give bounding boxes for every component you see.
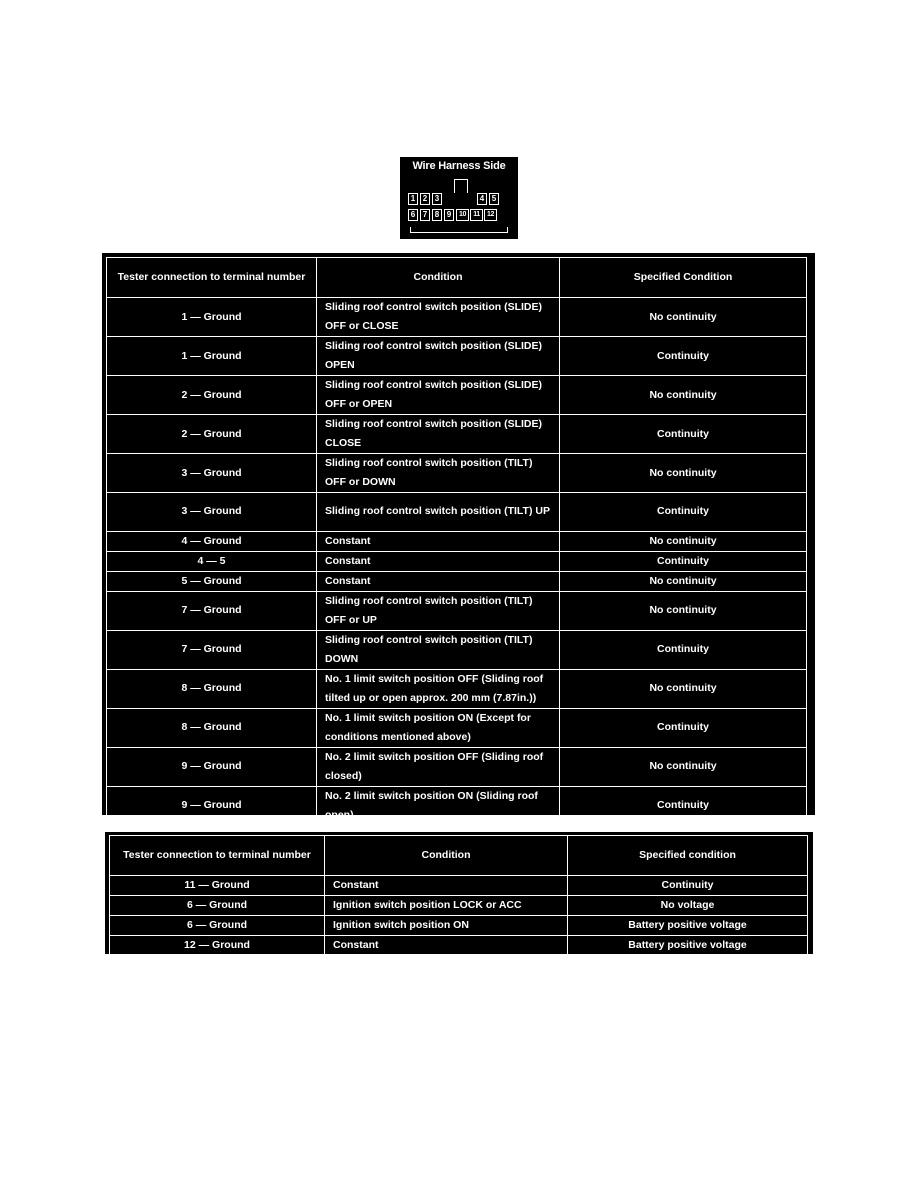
table-row (110, 936, 808, 956)
connector-pin: 8 (432, 209, 442, 221)
table-row (107, 591, 807, 630)
specified-cell: Continuity (560, 708, 807, 747)
specified-cell: No continuity (560, 591, 807, 630)
terminal-cell: 11 — Ground (110, 876, 325, 896)
table-row (107, 415, 807, 454)
condition-cell: Sliding roof control switch position (SLIDE) OFF or OPEN (317, 376, 560, 415)
connector-diagram (400, 157, 518, 239)
connector-pin: 12 (484, 209, 497, 221)
table-row (107, 531, 807, 551)
connector-pin: 6 (408, 209, 418, 221)
table-row (107, 337, 807, 376)
condition-cell: Constant (317, 531, 560, 551)
specified-cell: No continuity (560, 531, 807, 551)
connector-pin: 2 (420, 193, 430, 205)
specified-cell: Continuity (560, 551, 807, 571)
specified-cell: Continuity (560, 786, 807, 825)
voltage-table (109, 835, 808, 956)
condition-cell: Sliding roof control switch position (SLIDE) CLOSE (317, 415, 560, 454)
condition-cell: Ignition switch position LOCK or ACC (325, 896, 568, 916)
condition-cell: No. 1 limit switch position ON (Except for conditions mentioned above) (317, 708, 560, 747)
terminal-cell: 6 — Ground (110, 896, 325, 916)
terminal-cell: 3 — Ground (107, 493, 317, 532)
terminal-cell: 4 — 5 (107, 551, 317, 571)
specified-cell: Continuity (560, 415, 807, 454)
table-row (107, 298, 807, 337)
specified-cell: Continuity (560, 337, 807, 376)
terminal-cell: 7 — Ground (107, 630, 317, 669)
terminal-cell: 8 — Ground (107, 669, 317, 708)
col-header-condition: Condition (317, 258, 560, 298)
condition-cell: Sliding roof control switch position (SLIDE) OPEN (317, 337, 560, 376)
connector-pin: 5 (489, 193, 499, 205)
connector-lock-key (454, 179, 468, 193)
table-row (107, 454, 807, 493)
specified-cell: Battery positive voltage (568, 916, 808, 936)
terminal-cell: 8 — Ground (107, 708, 317, 747)
terminal-cell: 7 — Ground (107, 591, 317, 630)
table-row (107, 786, 807, 825)
condition-cell: Sliding roof control switch position (SLIDE) OFF or CLOSE (317, 298, 560, 337)
specified-cell: Continuity (560, 630, 807, 669)
col-header-condition: Condition (325, 836, 568, 876)
terminal-cell: 2 — Ground (107, 376, 317, 415)
specified-cell: Continuity (568, 876, 808, 896)
table-row (107, 669, 807, 708)
connector-pin: 11 (470, 209, 483, 221)
condition-cell: Constant (325, 936, 568, 956)
specified-cell: No continuity (560, 376, 807, 415)
terminal-cell: 3 — Ground (107, 454, 317, 493)
table-row (110, 916, 808, 936)
condition-cell: Sliding roof control switch position (TILT) OFF or UP (317, 591, 560, 630)
col-header-specified: Specified condition (568, 836, 808, 876)
condition-cell: No. 1 limit switch position OFF (Sliding roof tilted up or open approx. 200 mm (7.87in.)) (317, 669, 560, 708)
condition-cell: Constant (325, 876, 568, 896)
connector-pin: 9 (444, 209, 454, 221)
specified-cell: No continuity (560, 298, 807, 337)
specified-cell: No voltage (568, 896, 808, 916)
terminal-cell: 1 — Ground (107, 337, 317, 376)
condition-cell: No. 2 limit switch position ON (Sliding roof open) (317, 786, 560, 825)
table-row (107, 551, 807, 571)
condition-cell: Sliding roof control switch position (TILT) OFF or DOWN (317, 454, 560, 493)
table-row (110, 876, 808, 896)
connector-pin: 1 (408, 193, 418, 205)
specified-cell: Battery positive voltage (568, 936, 808, 956)
col-header-specified: Specified Condition (560, 258, 807, 298)
connector-lip (410, 227, 508, 233)
terminal-cell: 5 — Ground (107, 571, 317, 591)
specified-cell: No continuity (560, 571, 807, 591)
connector-title: Wire Harness Side (412, 160, 506, 172)
terminal-cell: 6 — Ground (110, 916, 325, 936)
connector-pin: 4 (477, 193, 487, 205)
condition-cell: Constant (317, 551, 560, 571)
table-row (110, 896, 808, 916)
specified-cell: Continuity (560, 493, 807, 532)
terminal-cell: 12 — Ground (110, 936, 325, 956)
specified-cell: No continuity (560, 454, 807, 493)
col-header-terminal: Tester connection to terminal number (107, 258, 317, 298)
condition-cell: Constant (317, 571, 560, 591)
condition-cell: No. 2 limit switch position OFF (Sliding roof closed) (317, 747, 560, 786)
terminal-cell: 4 — Ground (107, 531, 317, 551)
table-row (107, 708, 807, 747)
table-row (107, 747, 807, 786)
col-header-terminal: Tester connection to terminal number (110, 836, 325, 876)
condition-cell: Sliding roof control switch position (TILT) UP (317, 493, 560, 532)
condition-cell: Ignition switch position ON (325, 916, 568, 936)
condition-cell: Sliding roof control switch position (TILT) DOWN (317, 630, 560, 669)
voltage-table-wrapper (105, 832, 813, 954)
table-row (107, 493, 807, 532)
continuity-table-wrapper (102, 253, 815, 821)
table-row (107, 571, 807, 591)
specified-cell: No continuity (560, 747, 807, 786)
terminal-cell: 9 — Ground (107, 786, 317, 825)
continuity-table (106, 257, 807, 826)
terminal-cell: 1 — Ground (107, 298, 317, 337)
table-row (107, 630, 807, 669)
table-row (107, 376, 807, 415)
terminal-cell: 2 — Ground (107, 415, 317, 454)
connector-pin: 7 (420, 209, 430, 221)
specified-cell: No continuity (560, 669, 807, 708)
terminal-cell: 9 — Ground (107, 747, 317, 786)
connector-pin: 3 (432, 193, 442, 205)
connector-pin: 10 (456, 209, 469, 221)
